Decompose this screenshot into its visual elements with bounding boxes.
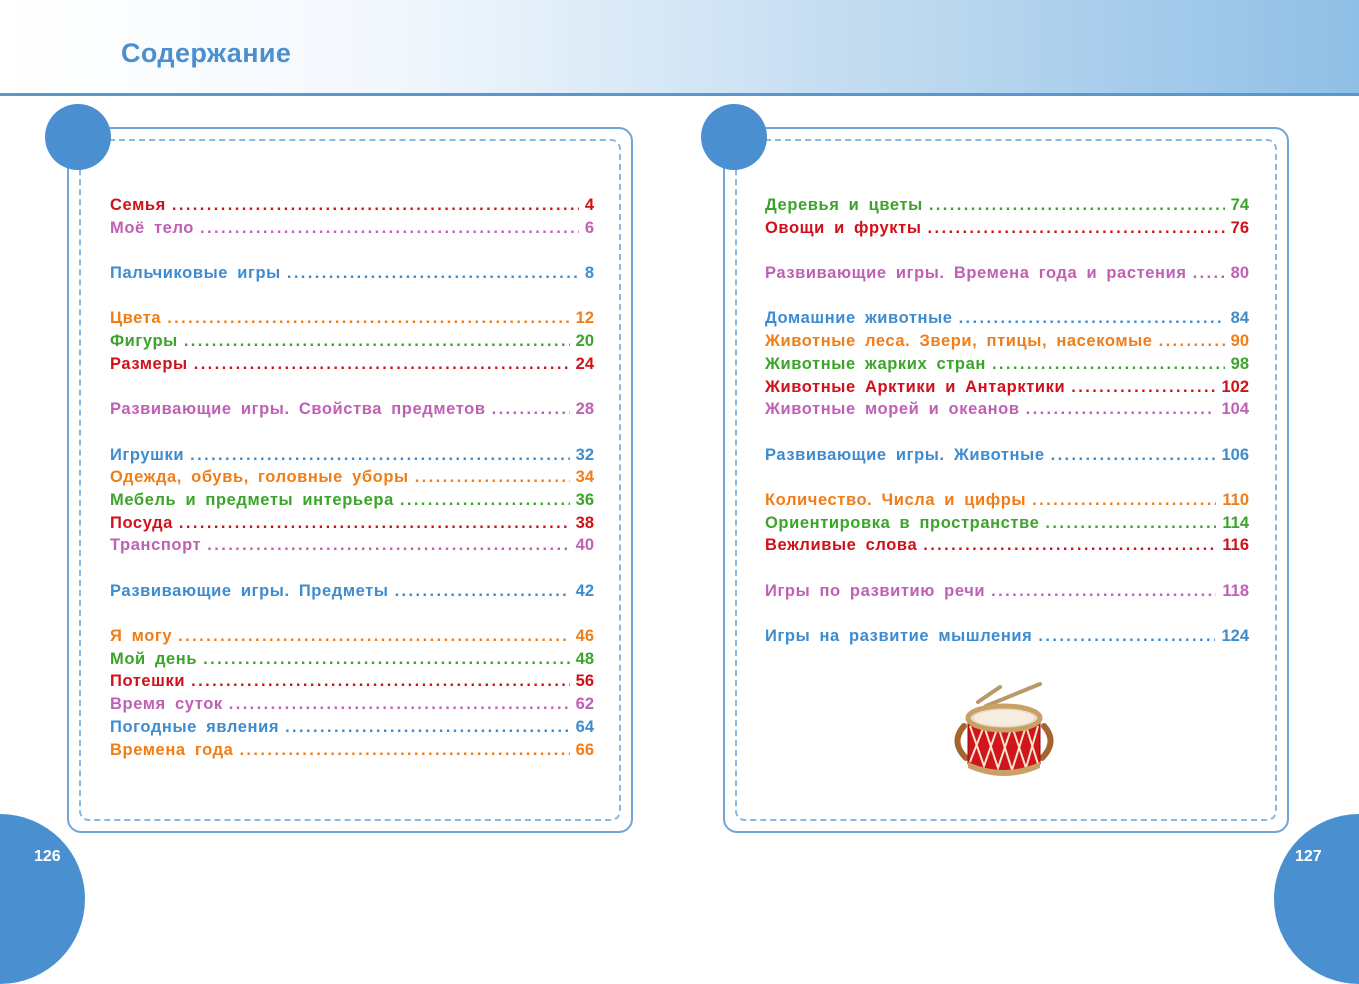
toc-entry[interactable] — [110, 672, 594, 695]
toc-entry[interactable] — [110, 309, 594, 332]
toc-leader-dots — [492, 400, 570, 419]
toc-entry-page: 80 — [1230, 264, 1249, 283]
toc-entry-label: Вежливые слова — [765, 536, 918, 555]
toc-leader-dots — [203, 650, 570, 669]
toc-leader-dots — [167, 309, 569, 328]
toc-entry-label: Я могу — [110, 627, 173, 646]
toc-leader-dots — [992, 355, 1225, 374]
toc-entry[interactable] — [110, 332, 594, 355]
toc-entry-page: 8 — [584, 264, 594, 283]
toc-leader-dots — [991, 582, 1216, 601]
toc-entry[interactable] — [110, 491, 594, 514]
toc-leader-dots — [285, 718, 570, 737]
toc-leader-dots — [1193, 264, 1225, 283]
toc-entry[interactable] — [110, 650, 594, 673]
toc-entry[interactable] — [765, 491, 1249, 514]
toc-entry[interactable] — [110, 718, 594, 741]
toc-entry-page: 36 — [575, 490, 594, 509]
toc-entry-label: Цвета — [110, 309, 162, 328]
toc-entry-page: 12 — [575, 309, 594, 328]
toc-leader-dots — [1071, 378, 1215, 397]
toc-leader-dots — [415, 468, 570, 487]
toc-entry[interactable] — [110, 264, 594, 287]
toc-entry-label: Животные жарких стран — [765, 354, 986, 373]
toc-entry[interactable] — [765, 264, 1249, 287]
toc-entry-page: 116 — [1222, 536, 1249, 555]
toc-entry[interactable] — [110, 627, 594, 650]
toc-entry-label: Деревья и цветы — [765, 196, 923, 214]
toc-leader-dots — [287, 264, 579, 283]
toc-entry[interactable] — [765, 514, 1249, 537]
toc-entry-page: 66 — [575, 740, 594, 759]
toc-entry-page: 40 — [575, 536, 594, 555]
toc-entry-page: 38 — [575, 513, 594, 532]
toc-leader-dots — [400, 491, 570, 510]
toc-list-left — [110, 196, 594, 763]
toc-entry-page: 64 — [575, 717, 594, 736]
toc-entry-label: Животные леса. Звери, птицы, насекомые — [765, 332, 1153, 351]
toc-entry-label: Времена года — [110, 740, 234, 759]
toc-entry[interactable] — [110, 695, 594, 718]
toc-entry[interactable] — [765, 582, 1249, 605]
toc-entry[interactable] — [110, 536, 594, 559]
circle-badge-left — [45, 104, 111, 170]
toc-entry-label: Погодные явления — [110, 717, 280, 736]
toc-leader-dots — [1032, 491, 1216, 510]
toc-entry-label: Животные Арктики и Антарктики — [765, 377, 1066, 396]
toc-entry-label: Развивающие игры. Свойства предметов — [110, 400, 486, 419]
toc-entry-page: 46 — [575, 627, 594, 646]
page-number-right: 127 — [1295, 848, 1322, 865]
toc-leader-dots — [1038, 627, 1215, 646]
toc-entry-label: Игрушки — [110, 445, 185, 464]
toc-entry-page: 56 — [575, 672, 594, 691]
toc-leader-dots — [929, 196, 1225, 215]
toc-entry[interactable] — [110, 514, 594, 537]
page-corner-right — [1274, 814, 1359, 984]
toc-entry-page: 114 — [1222, 513, 1249, 532]
toc-entry[interactable] — [110, 196, 594, 219]
toc-entry-label: Транспорт — [110, 536, 202, 555]
toc-entry[interactable] — [765, 196, 1249, 219]
toc-leader-dots — [959, 309, 1225, 328]
toc-entry-label: Семья — [110, 196, 166, 214]
toc-entry-page: 74 — [1230, 196, 1249, 214]
toc-leader-dots — [928, 219, 1225, 238]
toc-leader-dots — [229, 695, 570, 714]
toc-entry[interactable] — [765, 332, 1249, 355]
toc-entry-page: 4 — [584, 196, 594, 214]
toc-leader-dots — [190, 446, 570, 465]
toc-entry-label: Фигуры — [110, 332, 178, 351]
toc-entry-label: Игры на развитие мышления — [765, 627, 1033, 646]
toc-entry-page: 20 — [575, 332, 594, 351]
toc-entry[interactable] — [765, 355, 1249, 378]
toc-entry-page: 124 — [1221, 627, 1249, 646]
toc-entry[interactable] — [110, 582, 594, 605]
toc-entry-label: Овощи и фрукты — [765, 218, 922, 237]
toc-entry-label: Домашние животные — [765, 309, 953, 328]
toc-entry-page: 48 — [575, 649, 594, 668]
toc-leader-dots — [194, 355, 570, 374]
toc-entry[interactable] — [110, 355, 594, 378]
toc-entry-label: Мебель и предметы интерьера — [110, 490, 394, 509]
toc-entry[interactable] — [110, 219, 594, 242]
toc-leader-dots — [184, 332, 570, 351]
toc-entry-label: Развивающие игры. Предметы — [110, 581, 389, 600]
toc-entry-label: Потешки — [110, 672, 186, 691]
toc-entry-label: Время суток — [110, 695, 223, 714]
toc-entry-page: 62 — [575, 695, 594, 714]
toc-entry[interactable] — [110, 741, 594, 764]
toc-entry-label: Развивающие игры. Времена года и растения — [765, 264, 1187, 283]
toc-entry-label: Одежда, обувь, головные уборы — [110, 468, 409, 487]
page-number-left: 126 — [34, 848, 61, 865]
toc-entry-page: 76 — [1230, 218, 1249, 237]
toc-entry[interactable] — [765, 400, 1249, 423]
page-corner-left — [0, 814, 85, 984]
toc-entry-label: Мой день — [110, 649, 198, 668]
toc-entry-page: 104 — [1221, 400, 1249, 419]
toc-entry-page: 106 — [1221, 445, 1249, 464]
header-divider — [0, 93, 1359, 96]
toc-entry-page: 102 — [1221, 377, 1249, 396]
toc-entry[interactable] — [765, 536, 1249, 559]
page-title: Содержание — [121, 38, 292, 68]
toc-entry-page: 42 — [575, 581, 594, 600]
toc-entry-page: 32 — [575, 445, 594, 464]
toc-leader-dots — [395, 582, 570, 601]
toc-entry-label: Моё тело — [110, 218, 194, 237]
toc-entry-page: 24 — [575, 354, 594, 373]
toc-entry-page: 28 — [575, 400, 594, 419]
toc-list-right — [765, 196, 1249, 650]
toc-entry[interactable] — [110, 468, 594, 491]
toc-leader-dots — [172, 196, 579, 215]
toc-entry-page: 6 — [584, 218, 594, 237]
toc-entry-label: Развивающие игры. Животные — [765, 445, 1045, 464]
toc-entry-page: 98 — [1230, 354, 1249, 373]
toc-entry[interactable] — [765, 627, 1249, 650]
toc-entry-page: 90 — [1230, 332, 1249, 351]
toc-entry-label: Пальчиковые игры — [110, 264, 281, 283]
toc-entry[interactable] — [110, 446, 594, 469]
toc-entry-label: Ориентировка в пространстве — [765, 513, 1040, 532]
toc-entry-page: 118 — [1222, 581, 1249, 600]
circle-badge-right — [701, 104, 767, 170]
toc-leader-dots — [207, 536, 569, 555]
toc-leader-dots — [179, 514, 570, 533]
toc-entry-page: 34 — [575, 468, 594, 487]
toc-leader-dots — [178, 627, 569, 646]
toc-entry-label: Животные морей и океанов — [765, 400, 1020, 419]
toc-entry-label: Количество. Числа и цифры — [765, 490, 1027, 509]
toc-entry[interactable] — [765, 219, 1249, 242]
toc-leader-dots — [923, 536, 1216, 555]
toc-entry[interactable] — [765, 309, 1249, 332]
toc-entry-page: 110 — [1222, 490, 1249, 509]
toc-entry-page: 84 — [1230, 309, 1249, 328]
toc-leader-dots — [200, 219, 579, 238]
toc-entry[interactable] — [765, 446, 1249, 469]
toc-leader-dots — [1051, 446, 1216, 465]
toc-entry[interactable] — [110, 400, 594, 423]
toc-leader-dots — [191, 672, 570, 691]
toc-leader-dots — [239, 741, 569, 760]
drum-icon — [948, 682, 1060, 782]
toc-leader-dots — [1159, 332, 1225, 351]
toc-leader-dots — [1045, 514, 1216, 533]
toc-entry-label: Посуда — [110, 513, 173, 532]
toc-entry-label: Размеры — [110, 354, 188, 373]
toc-leader-dots — [1026, 400, 1216, 419]
toc-entry[interactable] — [765, 378, 1249, 401]
toc-entry-label: Игры по развитию речи — [765, 581, 986, 600]
